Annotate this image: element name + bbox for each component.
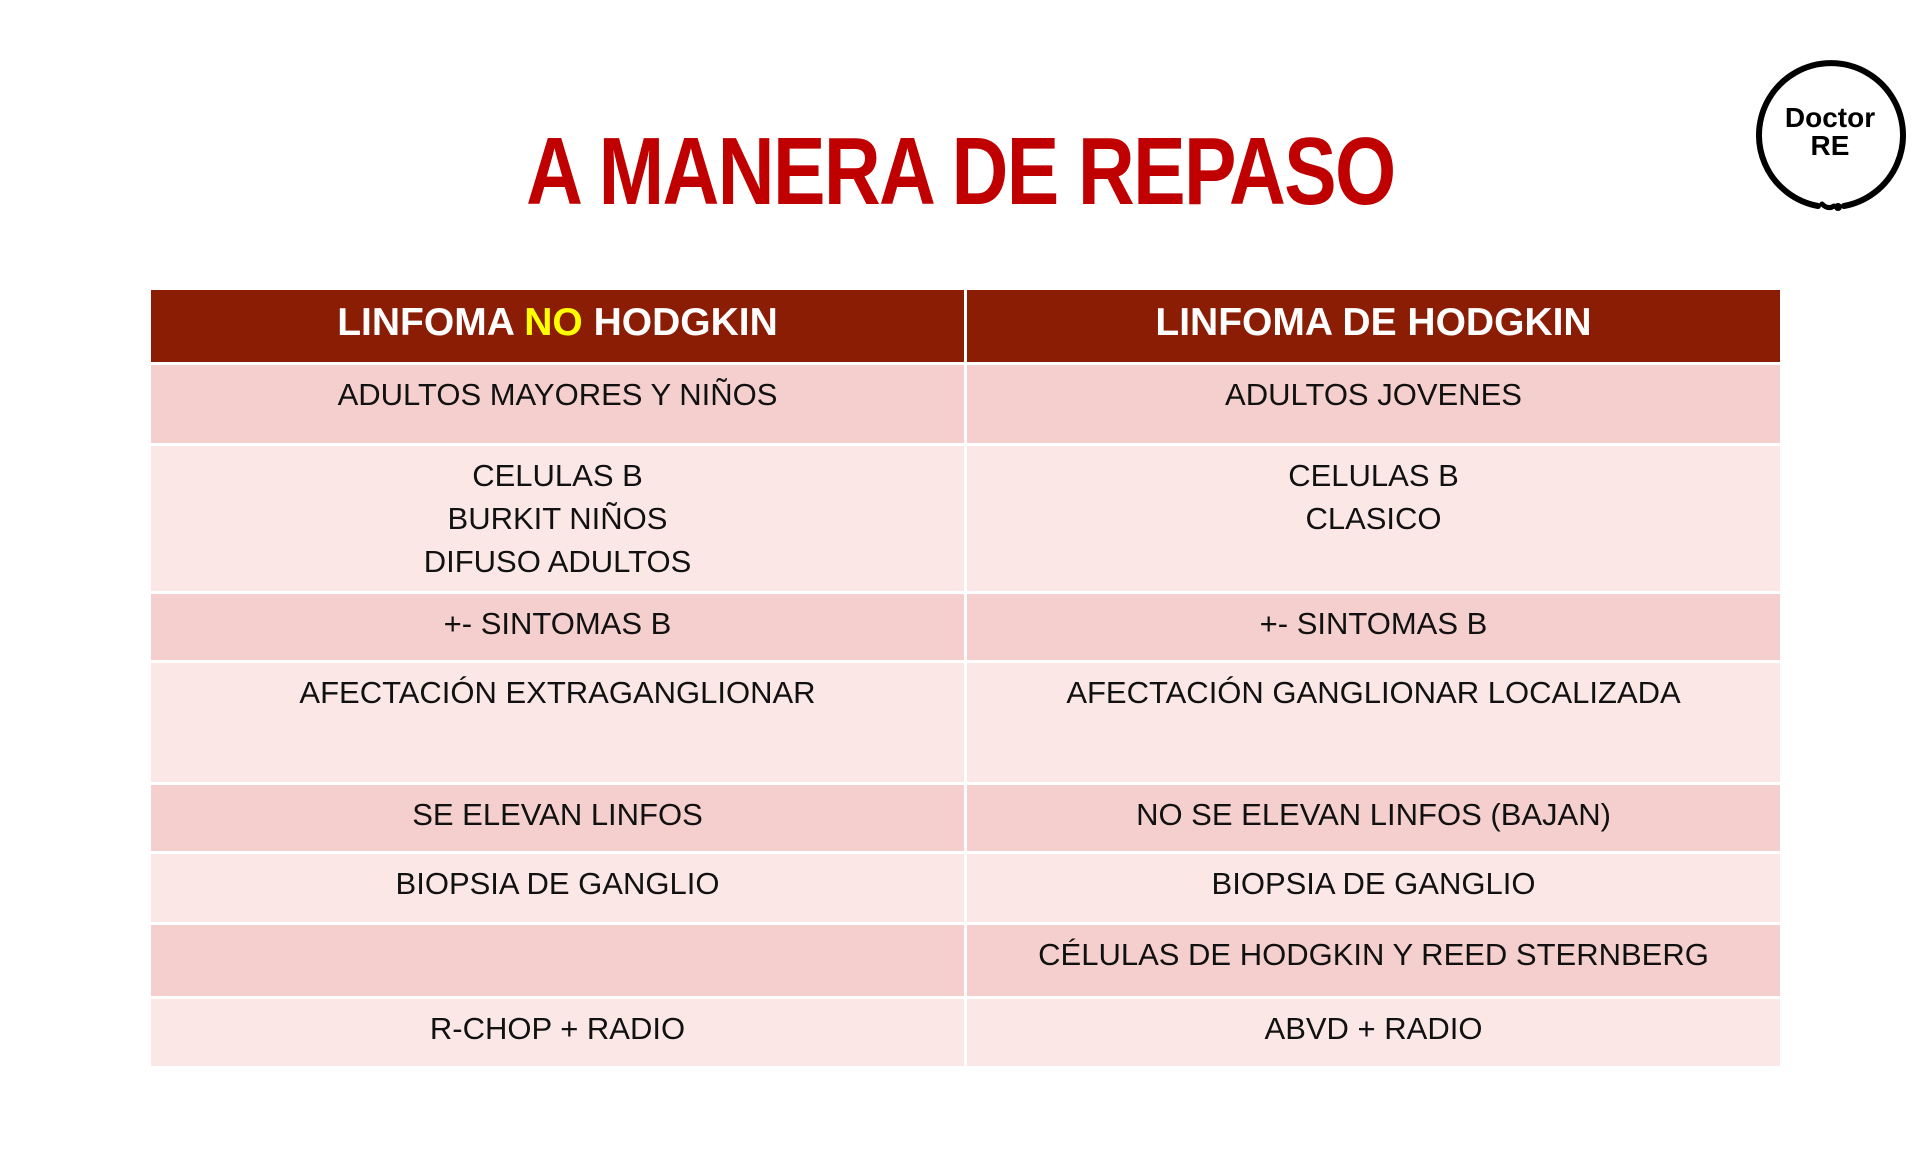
cell-line: SE ELEVAN LINFOS bbox=[412, 797, 703, 832]
table-cell-left bbox=[151, 785, 964, 851]
cell-line: ADULTOS MAYORES Y NIÑOS bbox=[337, 377, 778, 412]
table-row bbox=[151, 785, 1780, 854]
logo-line-1: Doctor bbox=[1784, 102, 1876, 133]
cell-line: CELULAS B bbox=[1288, 458, 1459, 493]
table-cell-left bbox=[151, 854, 964, 922]
table-cell-right bbox=[964, 854, 1780, 922]
table-row bbox=[151, 365, 1780, 446]
table-row bbox=[151, 854, 1780, 925]
logo-line-2: RE bbox=[1810, 130, 1850, 161]
header-left-pre: LINFOMA bbox=[337, 301, 525, 344]
table-cell-right bbox=[964, 925, 1780, 996]
table-cell-left bbox=[151, 999, 964, 1066]
table-row bbox=[151, 663, 1780, 785]
cell-line: BIOPSIA DE GANGLIO bbox=[395, 866, 720, 901]
table-header-row bbox=[151, 290, 1780, 365]
table-row bbox=[151, 999, 1780, 1066]
cell-line: BIOPSIA DE GANGLIO bbox=[1211, 866, 1536, 901]
cell-line: DIFUSO ADULTOS bbox=[423, 544, 692, 579]
table-cell-right bbox=[964, 999, 1780, 1066]
table-cell-right bbox=[964, 663, 1780, 782]
cell-line: BURKIT NIÑOS bbox=[447, 501, 668, 536]
cell-line: AFECTACIÓN GANGLIONAR LOCALIZADA bbox=[1066, 675, 1681, 710]
table-cell-left bbox=[151, 925, 964, 996]
header-linfoma-de-hodgkin: LINFOMA DE HODGKIN bbox=[964, 290, 1780, 362]
comparison-table bbox=[151, 290, 1780, 1066]
table-cell-right bbox=[964, 785, 1780, 851]
cell-line: NO SE ELEVAN LINFOS (BAJAN) bbox=[1136, 797, 1611, 832]
table-cell-left bbox=[151, 663, 964, 782]
logo-text bbox=[1752, 104, 1908, 160]
table-cell-right bbox=[964, 446, 1780, 591]
table-cell-left bbox=[151, 446, 964, 591]
table-cell-right bbox=[964, 365, 1780, 443]
cell-line: +- SINTOMAS B bbox=[1259, 606, 1488, 641]
header-left-highlight: NO bbox=[524, 301, 583, 344]
header-linfoma-no-hodgkin bbox=[151, 290, 964, 362]
table-cell-left bbox=[151, 365, 964, 443]
cell-line: R-CHOP + RADIO bbox=[429, 1011, 686, 1046]
cell-line: CELULAS B bbox=[472, 458, 643, 493]
table-row bbox=[151, 446, 1780, 594]
cell-line: ABVD + RADIO bbox=[1264, 1011, 1483, 1046]
table-cell-right bbox=[964, 594, 1780, 660]
page-title: A MANERA DE REPASO bbox=[526, 118, 1395, 225]
cell-line: ADULTOS JOVENES bbox=[1225, 377, 1522, 412]
cell-line: CLASICO bbox=[1305, 501, 1442, 536]
table-cell-left bbox=[151, 594, 964, 660]
table-row bbox=[151, 594, 1780, 663]
header-left-post: HODGKIN bbox=[582, 301, 778, 344]
cell-line: +- SINTOMAS B bbox=[443, 606, 672, 641]
cell-line: AFECTACIÓN EXTRAGANGLIONAR bbox=[299, 675, 816, 710]
table-row bbox=[151, 925, 1780, 999]
cell-line: CÉLULAS DE HODGKIN Y REED STERNBERG bbox=[1038, 937, 1709, 972]
